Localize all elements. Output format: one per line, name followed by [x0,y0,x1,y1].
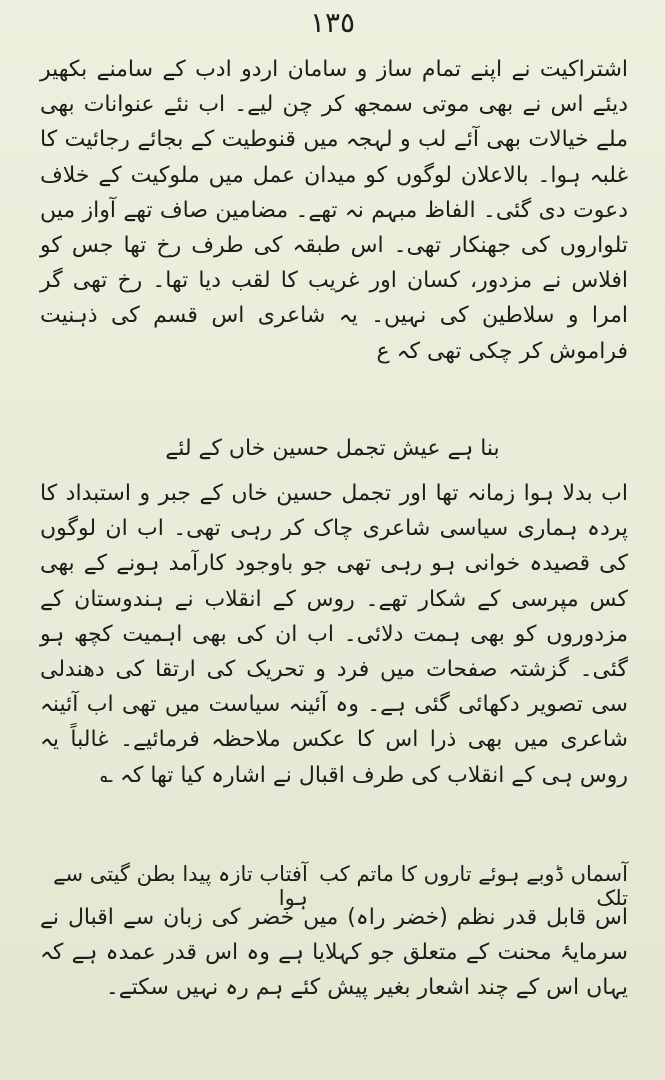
quoted-line: بنا ہے عیش تجمل حسین خاں کے لئے [165,436,500,461]
paragraph-changed-era: اب بدلا ہوا زمانہ تھا اور تجمل حسین خاں کے جبر و استبداد کا پردہ ہماری سیاسی شاعری چاک کر رہی تھی۔ اب ان لوگوں کی قصیدہ خوانی ہو رہی تھی جو باوجود کارآمد ہونے کے بھی کس مپرسی کے شکار تھے۔ روس کے انقلاب نے ہندوستان کے مزدوروں کو بھی ہمت دلائی۔ اب ان کی بھی اہمیت کچھ ہو گئی۔ گزشتہ صفحات میں فرد و تحریک کی ارتقا کی دھندلی سی تصویر دکھائی گئی ہے۔ وہ آئینہ سیاست میں تھی اب آئینہ شاعری میں بھی ذرا اس کا عکس ملاحظہ فرمائیے۔ غالباً یہ روس ہی کے انقلاب کی طرف اقبال نے اشارہ کیا تھا کہ ؎ [40,481,628,788]
page-number: ١٣٥ [309,6,356,39]
couplet-first-half: آسماں ڈوبے ہوئے تاروں کا ماتم کب تلک [319,862,628,910]
paragraph-socialism: اشتراکیت نے اپنے تمام ساز و سامان اردو ادب کے سامنے بکھیر دیئے اس نے بھی موتی سمجھ کر چن لیے۔ اب نئے عنوانات بھی ملے خیالات بھی آئے لب و لہجہ میں قنوطیت کے بجائے رجائیت کا غلبہ ہوا۔ بالاعلان لوگوں کو میدان عمل میں ملوکیت کے خلاف دعوت دی گئی۔ الفاظ مبہم نہ تھے۔ مضامین صاف تھے آواز میں تلواروں کی جھنکار تھی۔ اس طبقہ کی طرف رخ تھا جس کو افلاس نے مزدور، کسان اور غریب کا لقب دیا تھا۔ رخ تھی گر امرا و سلاطین کی نہیں۔ یہ شاعری اس قسم کی ذہنیت فراموش کر چکی تھی کہ ع [40,57,628,364]
couplet-second-half: آفتاب تازہ پیدا بطن گیتی سے ہوا [53,862,308,910]
paragraph-khizr-e-rah: اس قابل قدر نظم (خضر راہ) میں خضر کی زبان سے اقبال نے سرمایۂ محنت کے متعلق جو کہلایا ہے وہ اس قدر عمدہ ہے کہ یہاں اس کے چند اشعار بغیر پیش کئے ہم رہ نہیں سکتے۔ [40,905,628,1001]
